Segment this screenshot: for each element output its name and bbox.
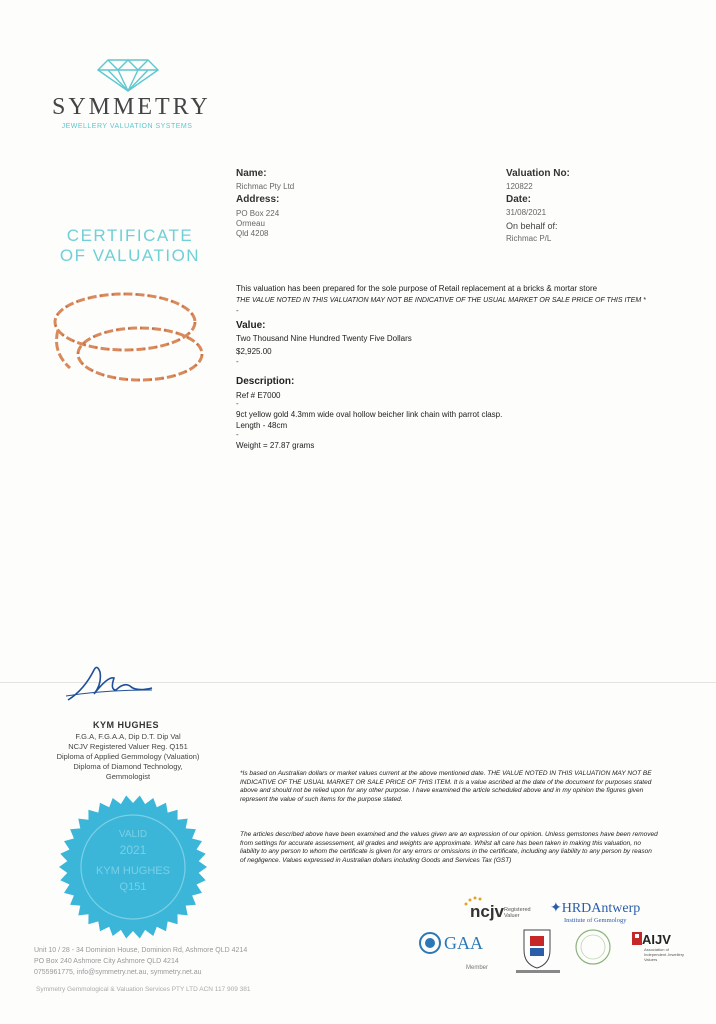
behalf-value: Richmac P/L	[506, 234, 552, 243]
name-value: Richmac Pty Ltd	[236, 182, 295, 191]
valuer-seal-stamp	[54, 792, 212, 942]
certificate-title-line2: OF VALUATION	[59, 246, 201, 265]
description-length: Length - 48cm	[236, 421, 288, 430]
ncjv-logo-text: ncjv	[470, 902, 505, 921]
footer-address-line-2: PO Box 240 Ashmore City Ashmore QLD 4214	[34, 958, 179, 965]
description-ref: Ref # E7000	[236, 391, 281, 400]
brand-subtitle: JEWELLERY VALUATION SYSTEMS	[61, 123, 193, 130]
seal-text-3: KYM HUGHES	[96, 865, 170, 877]
certificate-title-line1: CERTIFICATE	[66, 226, 194, 245]
qualification-line: Diploma of Diamond Technology,	[73, 762, 183, 771]
address-line-2: Ormeau	[236, 219, 265, 228]
ncjv-subtitle	[504, 907, 531, 919]
seal-text-4: Q151	[119, 881, 147, 893]
qualification-line: NCJV Registered Valuer Reg. Q151	[68, 742, 188, 751]
aijv-subtitle: Association of Independent Jewellery Valuers	[644, 947, 685, 962]
purpose-dash: -	[236, 306, 239, 315]
address-line-1: PO Box 224	[236, 209, 280, 218]
symmetry-diamond-logo-icon	[96, 58, 160, 92]
aijv-logo-text: AIJV	[642, 932, 671, 947]
description-line1: 9ct yellow gold 4.3mm wide oval hollow beicher link chain with parrot clasp.	[236, 410, 503, 419]
valuer-name: KYM HUGHES	[92, 720, 159, 730]
behalf-label: On behalf of:	[506, 221, 558, 231]
valuation-no-value: 120822	[506, 182, 533, 191]
hrd-antwerp-logo: ✦HRDAntwerp	[550, 901, 641, 916]
value-dash: -	[236, 357, 239, 366]
qualification-line: F.G.A, F.G.A.A, Dip D.T. Dip Val	[75, 732, 181, 741]
name-label: Name:	[236, 168, 267, 179]
member-label: Member	[466, 965, 489, 971]
valuation-no-label: Valuation No:	[506, 168, 570, 179]
gold-chain-image	[40, 282, 210, 392]
aijv-logo-icon	[632, 932, 642, 945]
disclaimer-paragraph-1: *Is based on Australian dollars or market values current at the above mentioned date. THE VALUE NOTED IN THIS VALUATION MAY NOT BE INDICATIVE OF THE USUAL MARKET OR SALE PRICE OF THIS ITEM. It is a value ascribed at the date of the document for purposes stated above and should not be relied upon for any other purpose. I have examined the article scheduled above and in my opinion the figures given represent the value of such items for the purpose stated.	[240, 770, 652, 803]
value-label: Value:	[236, 320, 266, 331]
gaa-logo-text: GAA	[444, 933, 483, 953]
footer-address-line-1: Unit 10 / 28 - 34 Dominion House, Dominion Rd, Ashmore QLD 4214	[34, 947, 248, 954]
length-dash: -	[236, 430, 239, 439]
valuer-signature-image	[64, 660, 156, 706]
date-value: 31/08/2021	[506, 208, 547, 217]
seal-text-1: VALID	[118, 829, 148, 840]
university-crest-icon	[520, 926, 554, 970]
crest-caption-bar	[516, 970, 560, 973]
certificate-title	[40, 226, 220, 266]
seal-text-2: 2021	[119, 843, 147, 857]
qualification-line: Diploma of Applied Gemmology (Valuation)	[56, 752, 200, 761]
value-words: Two Thousand Nine Hundred Twenty Five Dollars	[236, 334, 412, 343]
hrd-subtitle: Institute of Gemmology	[564, 917, 627, 924]
purpose-warning: THE VALUE NOTED IN THIS VALUATION MAY NOT BE INDICATIVE OF THE USUAL MARKET OR SALE PRICE OF THIS ITEM *	[236, 297, 646, 304]
footer-company: Symmetry Gemmological & Valuation Services PTY LTD ACN 117 909 381	[36, 986, 251, 993]
footer-contact: 0755961775, info@symmetry.net.au, symmetry.net.au	[34, 969, 202, 976]
brand-name: SYMMETRY	[52, 94, 211, 120]
address-line-3: Qld 4208	[236, 229, 269, 238]
qualification-line: Gemmologist	[105, 772, 151, 781]
ncjv-subtitle-line1: Registered	[504, 907, 531, 913]
address-label: Address:	[236, 194, 280, 205]
hrd-logo-text: HRDAntwerp	[561, 901, 641, 916]
description-weight: Weight = 27.87 grams	[236, 441, 315, 450]
round-membership-seal-icon	[574, 928, 612, 966]
value-amount: $2,925.00	[236, 347, 272, 356]
purpose-text: This valuation has been prepared for the sole purpose of Retail replacement at a bricks & mortar store	[236, 284, 598, 293]
description-label: Description:	[236, 376, 295, 387]
valuer-qualifications	[30, 732, 226, 782]
ncjv-subtitle-line2: Valuer	[504, 913, 520, 919]
ref-dash: -	[236, 399, 239, 408]
disclaimer-paragraph-2: The articles described above have been examined and the values given are an expression of our opinion. Unless gemstones have been removed from settings for accurate assessement, all grades and weights are approximate. Whilst all care has been taken in making this valuation, no liability to any person to whom the certificate is given for any errors or omissions in the certificate, including any liability to any person by reason of negligence. Values expressed in Australian dollars including Goods and Services Tax (GST)	[240, 831, 658, 864]
date-label: Date:	[506, 194, 532, 205]
